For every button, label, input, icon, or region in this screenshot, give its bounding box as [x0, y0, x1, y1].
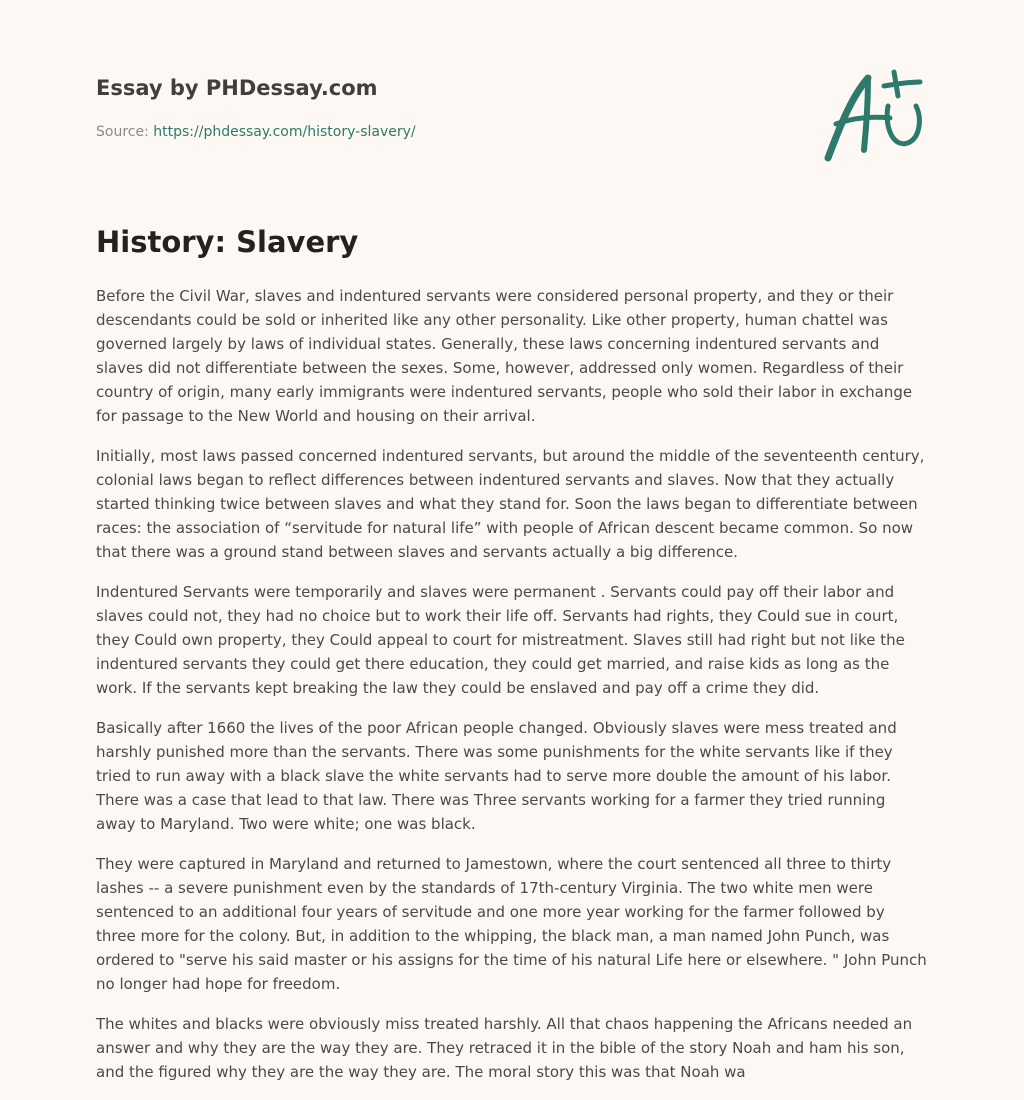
source-label: Source:: [96, 124, 149, 140]
paragraph: Before the Civil War, slaves and indentured servants were considered personal property, and they or their descendants could be sold or inherited like any other personality. Like other property, human chattel was governed largely by laws of individual states. Generally, these laws concerning indentured servants and slaves did not differentiate between the sexes. Some, however, addressed only women. Regardless of their country of origin, many early immigrants were indentured servants, people who sold their labor in exchange for passage to the New World and housing on their arrival.: [96, 287, 913, 425]
essay-body: [96, 284, 928, 1100]
paragraph: They were captured in Maryland and returned to Jamestown, where the court sentenced all three to thirty lashes -- a severe punishment even by the standards of 17th-century Virginia. The two white men were sentenced to an additional four years of servitude and one more year working for the farmer followed by three more for the colony. But, in addition to the whipping, the black man, a man named John Punch, was ordered to "serve his said master or his assigns for the time of his natural Life here or elsewhere. " John Punch no longer had hope for freedom.: [96, 855, 927, 993]
paragraph: The whites and blacks were obviously miss treated harshly. All that chaos happening the Africans needed an answer and why they are the way they are. They retraced it in the bible of the story Noah and ham his son, and the figured why they are the way they are. The moral story this was that Noah wa: [96, 1015, 913, 1081]
paragraph: Indentured Servants were temporarily and slaves were permanent . Servants could pay off their labor and slaves could not, they had no choice but to work their life off. Servants had rights, they Could sue in court, they Could own property, they Could appeal to court for mistreatment. Slaves still had right but not like the indentured servants they could get there education, they could get married, and raise kids as long as the work. If the servants kept breaking the law they could be enslaved and pay off a crime they did.: [96, 583, 905, 697]
paragraph: Initially, most laws passed concerned indentured servants, but around the middle of the seventeenth century, colonial laws began to reflect differences between indentured servants and slaves. Now that they actually started thinking twice between slaves and what they stand for. Soon the laws began to differentiate between races: the association of “servitude for natural life” with people of African descent became common. So now that there was a ground stand between slaves and servants actually a big difference.: [96, 447, 925, 561]
brand-title: Essay by PHDessay.com: [96, 76, 378, 100]
article-title: History: Slavery: [96, 225, 359, 259]
essay-page: [96, 0, 928, 1100]
source-link[interactable]: https://phdessay.com/history-slavery/: [153, 124, 416, 140]
a-plus-logo-icon: [822, 66, 926, 166]
source-line: [96, 124, 416, 140]
paragraph: Basically after 1660 the lives of the poor African people changed. Obviously slaves were mess treated and harshly punished more than the servants. There was some punishments for the white servants like if they tried to run away with a black slave the white servants had to serve more double the amount of his labor. There was a case that lead to that law. There was Three servants working for a farmer they tried running away to Maryland. Two were white; one was black.: [96, 719, 897, 833]
